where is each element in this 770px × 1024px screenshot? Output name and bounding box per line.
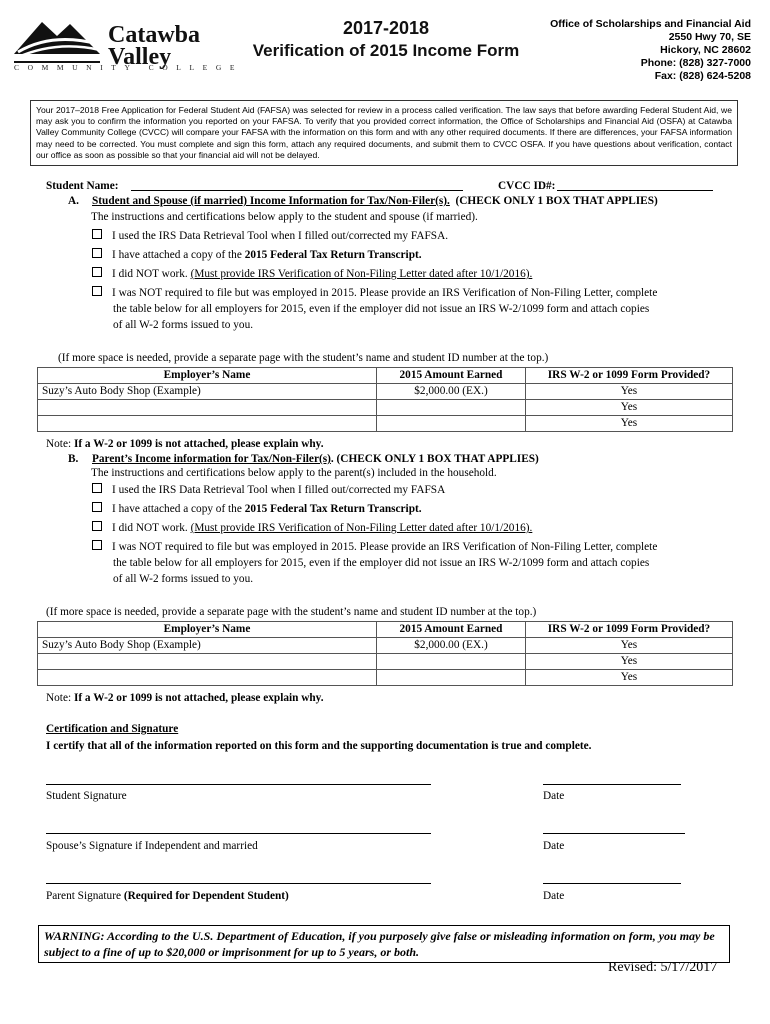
employer-cell[interactable] [38, 400, 377, 416]
spouse-signature-line[interactable] [46, 833, 431, 834]
parent-date-label: Date [543, 890, 565, 902]
revised-date: Revised: 5/17/2017 [608, 960, 718, 975]
amount-cell[interactable] [377, 654, 526, 670]
form-title: Verification of 2015 Income Form [252, 41, 520, 60]
table-row [38, 638, 733, 654]
section-a-note: Note: If a W-2 or 1099 is not attached, please explain why. [46, 438, 324, 450]
certification-heading: Certification and Signature [46, 723, 179, 735]
table-row [38, 384, 733, 400]
student-signature-label: Student Signature [46, 790, 127, 802]
provided-cell[interactable]: Yes [526, 384, 733, 400]
mountain-logo-icon [12, 14, 102, 64]
amount-cell[interactable] [377, 400, 526, 416]
checkbox[interactable] [92, 229, 102, 239]
provided-cell[interactable]: Yes [526, 638, 733, 654]
section-a-option-4-line-3: of all W-2 forms issued to you. [113, 319, 254, 331]
section-b-instructions: The instructions and certifications below apply to the parent(s) included in the household. [91, 467, 497, 479]
provided-cell[interactable]: Yes [526, 400, 733, 416]
checkbox[interactable] [92, 521, 102, 531]
section-b-heading: Parent’s Income information for Tax/Non-Filer(s). (CHECK ONLY 1 BOX THAT APPLIES) [92, 453, 539, 465]
amount-cell[interactable]: $2,000.00 (EX.) [377, 638, 526, 654]
employer-cell[interactable] [38, 654, 377, 670]
header-employer-name: Employer’s Name [38, 368, 377, 384]
table-header-row [38, 368, 733, 384]
checkbox[interactable] [92, 483, 102, 493]
office-address: Office of Scholarships and Financial Aid 2550 Hwy 70, SE Hickory, NC 28602 Phone: (828) 327-7000 Fax: (828) 624-5208 [550, 18, 751, 82]
section-a-heading: Student and Spouse (if married) Income Information for Tax/Non-Filer(s). (CHECK ONLY 1 BOX THAT APPLIES) [92, 195, 658, 207]
employer-cell[interactable]: Suzy’s Auto Body Shop (Example) [38, 384, 377, 400]
cvcc-id-field[interactable] [557, 190, 713, 191]
amount-cell[interactable]: $2,000.00 (EX.) [377, 384, 526, 400]
spouse-signature-label: Spouse’s Signature if Independent and married [46, 840, 258, 852]
provided-cell[interactable]: Yes [526, 654, 733, 670]
parent-signature-label: Parent Signature (Required for Dependent Student) [46, 890, 289, 902]
section-b-note: Note: If a W-2 or 1099 is not attached, please explain why. [46, 692, 324, 704]
student-date-label: Date [543, 790, 565, 802]
checkbox[interactable] [92, 248, 102, 258]
section-a-employer-table [37, 367, 733, 432]
section-b-option-4: I was NOT required to file but was employed in 2015. Please provide an IRS Verification of Non-Filing Letter, complete [92, 540, 657, 554]
checkbox[interactable] [92, 502, 102, 512]
table-row [38, 416, 733, 432]
section-b-option-4-line-3: of all W-2 forms issued to you. [113, 573, 254, 585]
amount-cell[interactable] [377, 416, 526, 432]
logo-name: Catawba Valley [108, 22, 201, 70]
section-a-option-4: I was NOT required to file but was employed in 2015. Please provide an IRS Verification of Non-Filing Letter, complete [92, 286, 657, 300]
section-b-option-3: I did NOT work. (Must provide IRS Verification of Non-Filing Letter dated after 10/1/2016). [92, 521, 532, 535]
table-row [38, 654, 733, 670]
employer-cell[interactable]: Suzy’s Auto Body Shop (Example) [38, 638, 377, 654]
section-a-option-1: I used the IRS Data Retrieval Tool when I filled out/corrected my FAFSA. [92, 229, 448, 243]
section-a-letter: A. [68, 195, 79, 207]
header-amount-earned: 2015 Amount Earned [377, 368, 526, 384]
employer-cell[interactable] [38, 416, 377, 432]
table-row [38, 400, 733, 416]
cvcc-id-label: CVCC ID#: [498, 180, 556, 192]
amount-cell[interactable] [377, 670, 526, 686]
header-employer-name: Employer’s Name [38, 622, 377, 638]
header-amount-earned: 2015 Amount Earned [377, 622, 526, 638]
section-a-space-note: (If more space is needed, provide a separate page with the student’s name and student ID number at the top.) [58, 352, 549, 364]
section-b-employer-table [37, 621, 733, 686]
table-row [38, 670, 733, 686]
section-b-option-4-line-2: the table below for all employers for 2015, even if the employer did not issue an IRS W-2/1099 form and attach copies [113, 557, 650, 569]
student-name-field[interactable] [131, 190, 463, 191]
section-b-option-1: I used the IRS Data Retrieval Tool when I filled out/corrected my FAFSA [92, 483, 445, 497]
form-year: 2017-2018 [342, 18, 430, 38]
parent-signature-line[interactable] [46, 883, 431, 884]
section-a-option-2: I have attached a copy of the 2015 Federal Tax Return Transcript. [92, 248, 422, 262]
student-name-label: Student Name: [46, 180, 119, 192]
header-form-provided: IRS W-2 or 1099 Form Provided? [526, 368, 733, 384]
employer-cell[interactable] [38, 670, 377, 686]
provided-cell[interactable]: Yes [526, 416, 733, 432]
section-a-option-4-line-2: the table below for all employers for 2015, even if the employer did not issue an IRS W-2/1099 form and attach copies [113, 303, 650, 315]
certification-statement: I certify that all of the information reported on this form and the supporting documentation is true and complete. [46, 740, 592, 752]
header-form-provided: IRS W-2 or 1099 Form Provided? [526, 622, 733, 638]
student-signature-line[interactable] [46, 784, 431, 785]
student-date-line[interactable] [543, 784, 681, 785]
logo-subtitle: COMMUNITY COLLEGE [14, 63, 244, 72]
section-b-letter: B. [68, 453, 79, 465]
parent-date-line[interactable] [543, 883, 681, 884]
provided-cell[interactable]: Yes [526, 670, 733, 686]
table-header-row [38, 622, 733, 638]
spouse-date-line[interactable] [543, 833, 685, 834]
checkbox[interactable] [92, 286, 102, 296]
warning-box: WARNING: According to the U.S. Department of Education, if you purposely give false or misleading information on form, you may be subject to a fine of up to $20,000 or imprisonment for up to 5 years, or both. [38, 925, 730, 963]
checkbox[interactable] [92, 267, 102, 277]
checkbox[interactable] [92, 540, 102, 550]
section-a-option-3: I did NOT work. (Must provide IRS Verification of Non-Filing Letter dated after 10/1/2016). [92, 267, 532, 281]
spouse-date-label: Date [543, 840, 565, 852]
intro-paragraph: Your 2017–2018 Free Application for Federal Student Aid (FAFSA) was selected for review in a process called verification. The law says that before awarding Federal Student Aid, we may ask you to confirm the information you reported on your FAFSA. To verify that you provided correct information, the Office of Scholarships and Financial Aid (OSFA) at Catawba Valley Community College (CVCC) will compare your FAFSA with the information on this form and with any other required documents. If there are differences, your FAFSA information may need to be corrected. You must complete and sign this form, attach any required documents, and submit them to CVCC OSFA. If you have questions about verification, contact our office as soon as possible so that your financial aid will not be delayed. [30, 100, 738, 166]
section-b-space-note: (If more space is needed, provide a separate page with the student’s name and student ID number at the top.) [46, 606, 537, 618]
section-a-instructions: The instructions and certifications below apply to the student and spouse (if married). [91, 211, 478, 223]
section-b-option-2: I have attached a copy of the 2015 Federal Tax Return Transcript. [92, 502, 422, 516]
